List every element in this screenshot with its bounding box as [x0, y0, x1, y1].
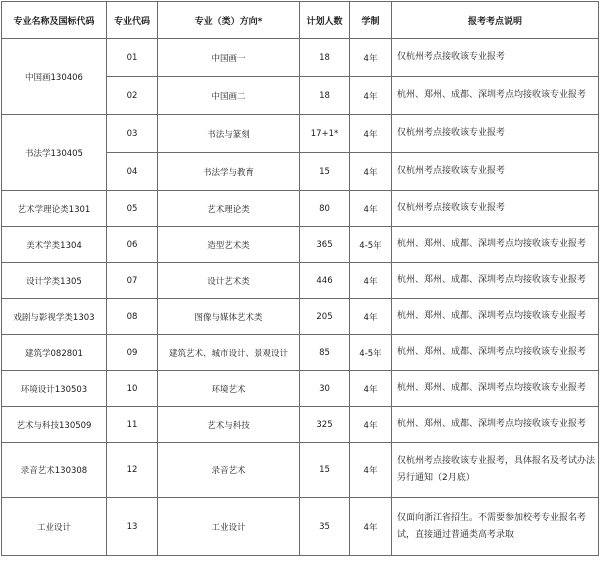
exam-site-note-cell: 杭州、郑州、成都、深圳考点均接收该专业报考 — [392, 335, 599, 371]
direction-cell: 建筑艺术、城市设计、景观设计 — [158, 335, 300, 371]
major-code-cell: 07 — [107, 263, 158, 299]
direction-cell: 书法学与教育 — [158, 153, 300, 191]
study-length-cell: 4年 — [350, 191, 392, 227]
major-name-cell: 录音艺术130308 — [2, 443, 107, 498]
major-name-cell: 工业设计 — [2, 498, 107, 556]
plan-count-cell: 17+1* — [300, 115, 350, 153]
table-row — [2, 39, 599, 77]
major-code-cell: 01 — [107, 39, 158, 77]
major-code-cell: 13 — [107, 498, 158, 556]
study-length-cell: 4年 — [350, 299, 392, 335]
table-row — [2, 299, 599, 335]
table-row — [2, 371, 599, 407]
plan-count-cell: 18 — [300, 39, 350, 77]
exam-site-note-cell: 仅杭州考点接收该专业报考 — [392, 153, 599, 191]
major-name-cell: 书法学130405 — [2, 115, 107, 191]
plan-count-cell: 446 — [300, 263, 350, 299]
plan-count-cell: 18 — [300, 77, 350, 115]
table-row — [2, 227, 599, 263]
study-length-cell: 4年 — [350, 371, 392, 407]
major-code-cell: 02 — [107, 77, 158, 115]
table-row — [2, 407, 599, 443]
header-plan-count: 计划人数 — [300, 2, 350, 39]
direction-cell: 艺术与科技 — [158, 407, 300, 443]
major-code-cell: 04 — [107, 153, 158, 191]
exam-site-note-cell: 仅杭州考点接收该专业报考 — [392, 115, 599, 153]
major-code-cell: 05 — [107, 191, 158, 227]
major-code-cell: 06 — [107, 227, 158, 263]
study-length-cell: 4年 — [350, 39, 392, 77]
plan-count-cell: 30 — [300, 371, 350, 407]
major-code-cell: 08 — [107, 299, 158, 335]
study-length-cell: 4-5年 — [350, 227, 392, 263]
exam-site-note-cell: 仅面向浙江省招生。不需要参加校考专业报名考试，直接通过普通类高考录取 — [392, 498, 599, 556]
plan-count-cell: 15 — [300, 443, 350, 498]
plan-count-cell: 205 — [300, 299, 350, 335]
major-name-cell: 美术学类1304 — [2, 227, 107, 263]
major-name-cell: 设计学类1305 — [2, 263, 107, 299]
plan-count-cell: 325 — [300, 407, 350, 443]
direction-cell: 环境艺术 — [158, 371, 300, 407]
major-name-cell: 戏剧与影视学类1303 — [2, 299, 107, 335]
major-code-cell: 12 — [107, 443, 158, 498]
table-row — [2, 443, 599, 498]
exam-site-note-cell: 杭州、郑州、成都、深圳考点均接收该专业报考 — [392, 227, 599, 263]
header-direction: 专业（类）方向* — [158, 2, 300, 39]
study-length-cell: 4-5年 — [350, 335, 392, 371]
exam-site-note-cell: 杭州、郑州、成都、深圳考点均接收该专业报考 — [392, 299, 599, 335]
exam-site-note-cell: 杭州、郑州、成都、深圳考点均接收该专业报考 — [392, 371, 599, 407]
major-code-cell: 09 — [107, 335, 158, 371]
direction-cell: 工业设计 — [158, 498, 300, 556]
table-row — [2, 191, 599, 227]
table-header-row — [2, 2, 599, 39]
direction-cell: 中国画一 — [158, 39, 300, 77]
plan-count-cell: 85 — [300, 335, 350, 371]
header-major-name: 专业名称及国标代码 — [2, 2, 107, 39]
exam-site-note-cell: 仅杭州考点接收该专业报考 — [392, 191, 599, 227]
header-major-code: 专业代码 — [107, 2, 158, 39]
major-name-cell: 艺术与科技130509 — [2, 407, 107, 443]
direction-cell: 书法与篆刻 — [158, 115, 300, 153]
exam-site-note-cell: 仅杭州考点接收该专业报考，具体报名及考试办法另行通知（2月底） — [392, 443, 599, 498]
study-length-cell: 4年 — [350, 115, 392, 153]
header-study-length: 学制 — [350, 2, 392, 39]
direction-cell: 图像与媒体艺术类 — [158, 299, 300, 335]
major-code-cell: 11 — [107, 407, 158, 443]
direction-cell: 中国画二 — [158, 77, 300, 115]
plan-count-cell: 365 — [300, 227, 350, 263]
admissions-plan-table — [1, 1, 599, 556]
exam-site-note-cell: 杭州、郑州、成都、深圳考点均接收该专业报考 — [392, 77, 599, 115]
direction-cell: 艺术理论类 — [158, 191, 300, 227]
plan-count-cell: 15 — [300, 153, 350, 191]
exam-site-note-cell: 仅杭州考点接收该专业报考 — [392, 39, 599, 77]
plan-count-cell: 35 — [300, 498, 350, 556]
table-row — [2, 115, 599, 153]
major-name-cell: 环境设计130503 — [2, 371, 107, 407]
table-row — [2, 335, 599, 371]
major-name-cell: 建筑学082801 — [2, 335, 107, 371]
study-length-cell: 4年 — [350, 77, 392, 115]
table-row — [2, 498, 599, 556]
direction-cell: 造型艺术类 — [158, 227, 300, 263]
major-code-cell: 03 — [107, 115, 158, 153]
plan-count-cell: 80 — [300, 191, 350, 227]
major-name-cell: 艺术学理论类1301 — [2, 191, 107, 227]
study-length-cell: 4年 — [350, 263, 392, 299]
study-length-cell: 4年 — [350, 498, 392, 556]
study-length-cell: 4年 — [350, 443, 392, 498]
major-name-cell: 中国画130406 — [2, 39, 107, 115]
exam-site-note-cell: 杭州、郑州、成都、深圳考点均接收该专业报考 — [392, 407, 599, 443]
major-code-cell: 10 — [107, 371, 158, 407]
study-length-cell: 4年 — [350, 153, 392, 191]
direction-cell: 录音艺术 — [158, 443, 300, 498]
study-length-cell: 4年 — [350, 407, 392, 443]
header-exam-site-note: 报考考点说明 — [392, 2, 599, 39]
direction-cell: 设计艺术类 — [158, 263, 300, 299]
exam-site-note-cell: 杭州、郑州、成都、深圳考点均接收该专业报考 — [392, 263, 599, 299]
table-row — [2, 263, 599, 299]
